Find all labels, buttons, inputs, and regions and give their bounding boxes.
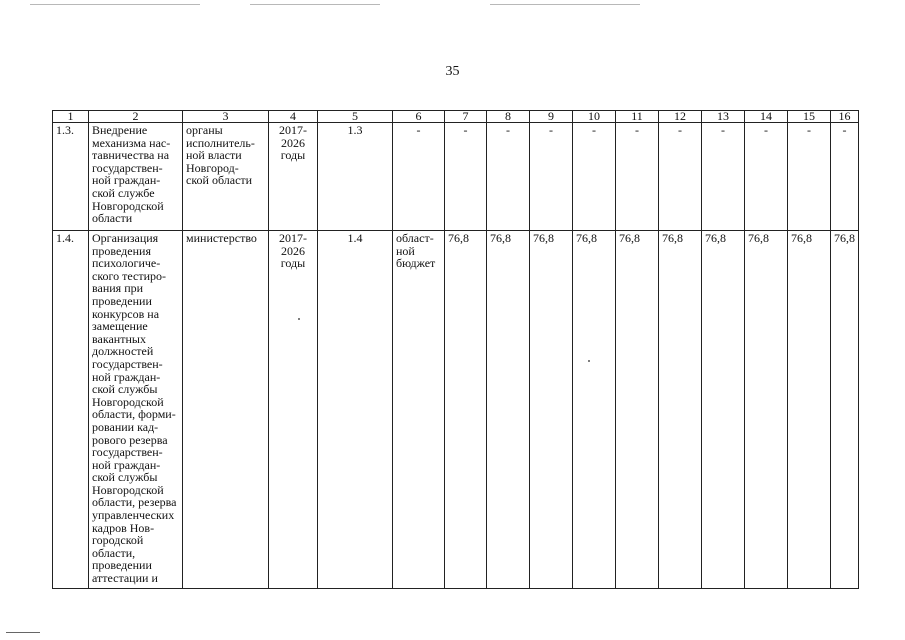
- column-header: 14: [745, 111, 788, 123]
- row-number: 1.3.: [53, 123, 89, 231]
- column-header: 7: [445, 111, 487, 123]
- value-cell: -: [445, 123, 487, 231]
- scan-artifact: [298, 318, 300, 320]
- period: 2017- 2026 годы: [269, 123, 318, 231]
- column-header: 11: [616, 111, 659, 123]
- column-header: 13: [702, 111, 745, 123]
- value-cell: -: [659, 123, 702, 231]
- target-indicator: 1.4: [318, 231, 393, 589]
- value-cell: 76,8: [573, 231, 616, 589]
- column-header: 9: [530, 111, 573, 123]
- value-cell: 76,8: [616, 231, 659, 589]
- value-cell: -: [702, 123, 745, 231]
- column-header: 8: [487, 111, 530, 123]
- value-cell: 76,8: [788, 231, 831, 589]
- value-cell: 76,8: [745, 231, 788, 589]
- value-cell: -: [616, 123, 659, 231]
- value-cell: -: [530, 123, 573, 231]
- scan-artifact: [490, 4, 640, 5]
- funding-source: -: [393, 123, 445, 231]
- column-header: 1: [53, 111, 89, 123]
- value-cell: 76,8: [831, 231, 859, 589]
- scan-artifact: [30, 4, 200, 5]
- scan-artifact: [588, 360, 590, 362]
- row-number: 1.4.: [53, 231, 89, 589]
- column-header: 4: [269, 111, 318, 123]
- program-table: [52, 110, 859, 589]
- activity-name: Организация проведения психологиче- ского тестиро- вания при проведении конкурсов на замещение вакантных должностей государствен- ной граждан- ской службы Новгородской области, форми- ровании кад- рового резерва государствен- ной граждан- ской службы Новгородской области, резерва управленческих кадров Нов- городской области, проведении аттестации и: [89, 231, 183, 589]
- column-header: 15: [788, 111, 831, 123]
- column-header: 3: [183, 111, 269, 123]
- table-row: [53, 231, 859, 589]
- column-header: 10: [573, 111, 616, 123]
- page-number: 35: [445, 64, 460, 79]
- value-cell: 76,8: [702, 231, 745, 589]
- value-cell: 76,8: [530, 231, 573, 589]
- activity-name: Внедрение механизма нас- тавничества на государствен- ной граждан- ской службе Новгородской области: [89, 123, 183, 231]
- column-header: 16: [831, 111, 859, 123]
- value-cell: -: [831, 123, 859, 231]
- value-cell: -: [487, 123, 530, 231]
- funding-source: област- ной бюджет: [393, 231, 445, 589]
- scan-artifact: [250, 4, 380, 5]
- period: 2017- 2026 годы: [269, 231, 318, 589]
- executor: органы исполнитель- ной власти Новгород- ской области: [183, 123, 269, 231]
- value-cell: 76,8: [487, 231, 530, 589]
- value-cell: 76,8: [445, 231, 487, 589]
- table-header-row: [53, 111, 859, 123]
- column-header: 2: [89, 111, 183, 123]
- value-cell: -: [573, 123, 616, 231]
- scan-artifact: [6, 632, 40, 633]
- target-indicator: 1.3: [318, 123, 393, 231]
- value-cell: -: [788, 123, 831, 231]
- table-row: [53, 123, 859, 231]
- column-header: 6: [393, 111, 445, 123]
- column-header: 12: [659, 111, 702, 123]
- value-cell: 76,8: [659, 231, 702, 589]
- column-header: 5: [318, 111, 393, 123]
- value-cell: -: [745, 123, 788, 231]
- executor: министерство: [183, 231, 269, 589]
